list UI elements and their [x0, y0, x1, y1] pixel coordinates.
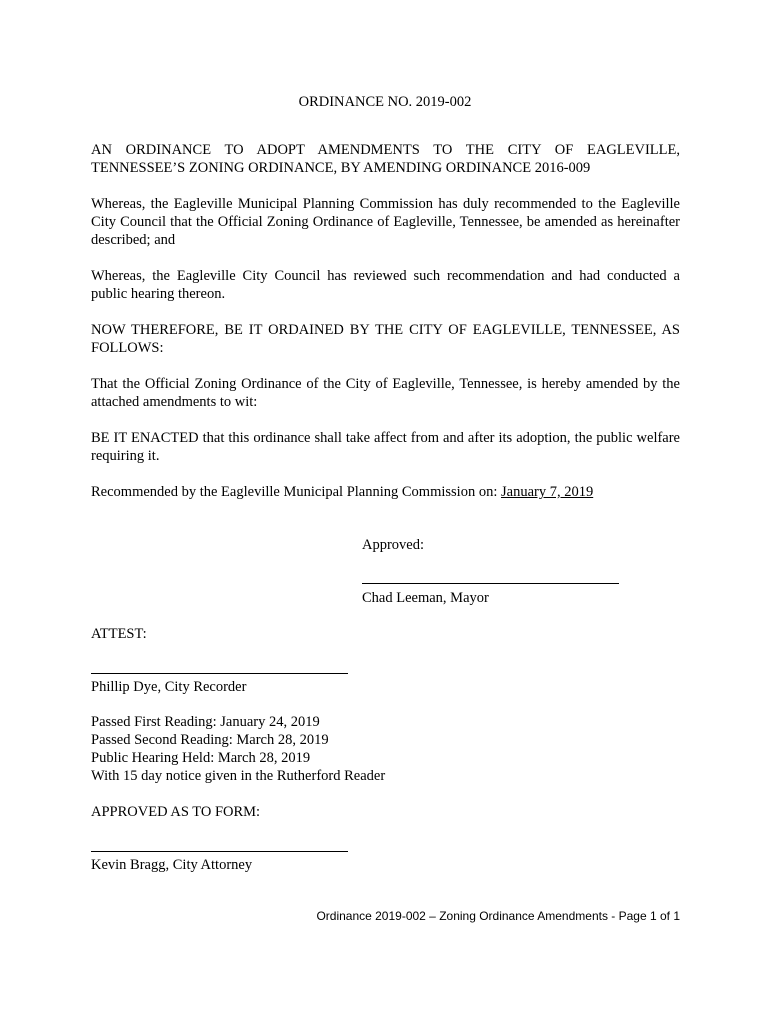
amended-paragraph: That the Official Zoning Ordinance of the City of Eagleville, Tennessee, is hereby amended by the attached amendments to wit: [91, 376, 680, 410]
whereas-paragraph-2: Whereas, the Eagleville City Council has reviewed such recommendation and had conducted a public hearing thereon. [91, 268, 680, 302]
mayor-signature-line [362, 583, 619, 584]
attorney-signature-line [91, 851, 348, 852]
page-footer: Ordinance 2019-002 – Zoning Ordinance Amendments - Page 1 of 1 [316, 909, 680, 923]
mayor-name: Chad Leeman, Mayor [362, 590, 489, 606]
whereas-paragraph-1: Whereas, the Eagleville Municipal Planning Commission has duly recommended to the Eagleville City Council that the Official Zoning Ordinance of Eagleville, Tennessee, be amended as hereinafter described; and [91, 196, 680, 248]
first-reading: Passed First Reading: January 24, 2019 [91, 714, 320, 730]
attorney-name: Kevin Bragg, City Attorney [91, 857, 253, 873]
ordinance-heading: AN ORDINANCE TO ADOPT AMENDMENTS TO THE CITY OF EAGLEVILLE, TENNESSEE’S ZONING ORDINANCE, BY AMENDING ORDINANCE 2016-009 [91, 142, 680, 176]
attest-label: ATTEST: [91, 626, 147, 642]
enacted-paragraph: BE IT ENACTED that this ordinance shall take affect from and after its adoption, the public welfare requiring it. [91, 430, 680, 464]
second-reading: Passed Second Reading: March 28, 2019 [91, 732, 329, 748]
approved-label: Approved: [362, 537, 425, 553]
recommended-date: January 7, 2019 [500, 484, 594, 500]
public-hearing: Public Hearing Held: March 28, 2019 [91, 750, 311, 766]
ordinance-title: ORDINANCE NO. 2019-002 [298, 94, 472, 110]
recorder-name: Phillip Dye, City Recorder [91, 679, 247, 695]
now-therefore-paragraph: NOW THEREFORE, BE IT ORDAINED BY THE CITY OF EAGLEVILLE, TENNESSEE, AS FOLLOWS: [91, 322, 680, 356]
approved-as-to-form-label: APPROVED AS TO FORM: [91, 804, 261, 820]
recommended-line [91, 483, 593, 501]
recorder-signature-line [91, 673, 348, 674]
recommended-label: Recommended by the Eagleville Municipal Planning Commission on: [91, 484, 501, 500]
notice-given: With 15 day notice given in the Rutherford Reader [91, 768, 386, 784]
